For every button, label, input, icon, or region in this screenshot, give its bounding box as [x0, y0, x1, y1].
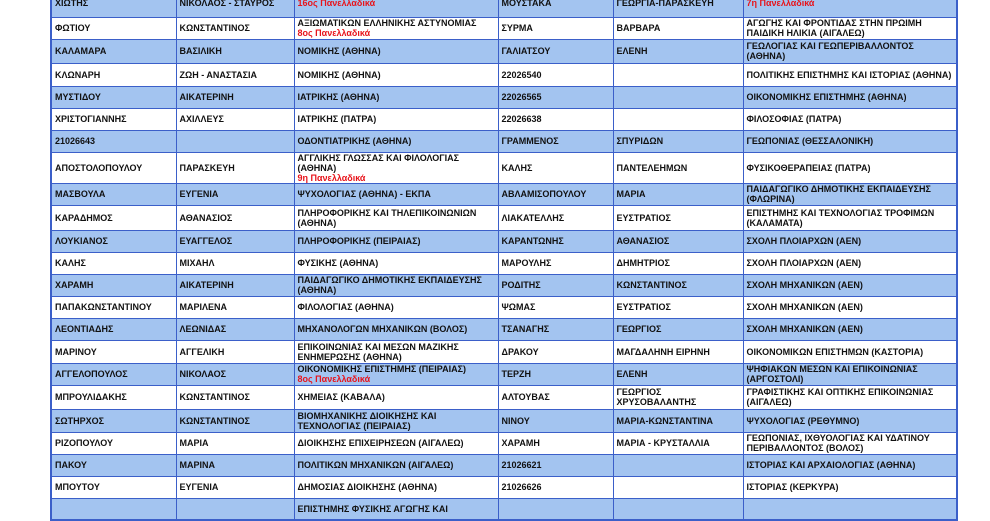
table-row — [51, 432, 957, 454]
right-surname-cell — [498, 230, 613, 252]
right-surname-cell — [498, 17, 613, 39]
right-firstname-text: ΑΘΑΝΑΣΙΟΣ — [616, 236, 670, 246]
right-firstname-cell — [613, 230, 743, 252]
left-surname-text: ΚΑΡΑΔΗΜΟΣ — [55, 212, 113, 223]
left-firstname-text: ΝΙΚΟΛΑΟΣ - ΣΤΑΥΡΟΣ — [179, 0, 275, 9]
right-department-cell — [743, 498, 957, 520]
right-surname-cell — [498, 183, 613, 205]
left-surname-text: ΧΑΡΑΜΗ — [55, 280, 94, 290]
right-firstname-cell — [613, 183, 743, 205]
left-firstname-cell — [176, 363, 294, 385]
table-row — [51, 296, 957, 318]
right-surname-cell — [498, 63, 613, 86]
right-surname-cell — [498, 39, 613, 63]
left-department-text: ΝΟΜΙΚΗΣ (ΑΘΗΝΑ) — [297, 69, 381, 80]
right-department-text: ΣΧΟΛΗ ΠΛΟΙΑΡΧΩΝ (ΑΕΝ) — [746, 258, 862, 268]
left-surname-text: ΚΛΩΝΑΡΗ — [55, 69, 101, 80]
left-firstname-text: ΕΥΓΕΝΙΑ — [179, 482, 219, 492]
left-firstname-text: ΑΙΚΑΤΕΡΙΝΗ — [179, 280, 234, 290]
right-department-text: ΓΡΑΦΙΣΤΙΚΗΣ ΚΑΙ ΟΠΤΙΚΗΣ ΕΠΙΚΟΙΝΩΝΙΑΣ (ΑΙΓΑΛΕΩ) — [746, 387, 934, 407]
right-firstname-text: ΔΗΜΗΤΡΙΟΣ — [616, 258, 670, 268]
right-department-cell — [743, 86, 957, 108]
table-row — [51, 108, 957, 130]
right-surname-text: ΤΕΡΖΗ — [501, 369, 532, 379]
left-surname-cell — [51, 39, 176, 63]
right-department-text: ΦΙΛΟΣΟΦΙΑΣ (ΠΑΤΡΑ) — [746, 114, 842, 124]
right-firstname-cell — [613, 432, 743, 454]
left-firstname-text: ΠΑΡΑΣΚΕΥΗ — [179, 162, 235, 173]
right-department-text: ΑΓΩΓΗΣ ΚΑΙ ΦΡΟΝΤΙΔΑΣ ΣΤΗΝ ΠΡΩΙΜΗ ΠΑΙΔΙΚΗ ΗΛΙΚΙΑ (ΑΙΓΑΛΕΩ) — [746, 18, 922, 38]
left-department-text: ΜΗΧΑΝΟΛΟΓΩΝ ΜΗΧΑΝΙΚΩΝ (ΒΟΛΟΣ) — [297, 324, 468, 334]
left-department-cell — [294, 17, 498, 39]
left-surname-cell — [51, 86, 176, 108]
left-surname-cell — [51, 0, 176, 17]
right-firstname-text: ΚΩΝΣΤΑΝΤΙΝΟΣ — [616, 280, 687, 290]
left-surname-cell — [51, 130, 176, 152]
left-firstname-text: ΑΓΓΕΛΙΚΗ — [179, 346, 225, 357]
left-firstname-cell — [176, 274, 294, 296]
right-firstname-cell — [613, 274, 743, 296]
right-surname-cell — [498, 363, 613, 385]
left-surname-text: ΠΑΚΟΥ — [55, 460, 87, 470]
left-department-text: ΠΟΛΙΤΙΚΩΝ ΜΗΧΑΝΙΚΩΝ (ΑΙΓΑΛΕΩ) — [297, 460, 454, 470]
right-firstname-text: ΕΛΕΝΗ — [616, 46, 648, 56]
right-department-text: ΓΕΩΠΟΝΙΑΣ, ΙΧΘΥΟΛΟΓΙΑΣ ΚΑΙ ΥΔΑΤΙΝΟΥ ΠΕΡΙΒΑΛΛΟΝΤΟΣ (ΒΟΛΟΣ) — [746, 433, 930, 453]
left-surname-cell — [51, 363, 176, 385]
right-surname-cell — [498, 296, 613, 318]
right-firstname-cell — [613, 409, 743, 432]
left-department-cell — [294, 385, 498, 409]
right-department-cell — [743, 205, 957, 230]
left-firstname-cell — [176, 0, 294, 17]
right-surname-cell — [498, 454, 613, 476]
right-rank-note: 7η Πανελλαδικά — [746, 0, 815, 9]
right-surname-cell — [498, 274, 613, 296]
results-rows — [51, 0, 957, 520]
left-surname-text: ΛΟΥΚΙΑΝΟΣ — [55, 236, 108, 246]
right-surname-text: ΓΑΛΙΑΤΣΟΥ — [501, 46, 551, 56]
right-surname-cell — [498, 318, 613, 340]
right-surname-cell — [498, 385, 613, 409]
left-firstname-cell — [176, 318, 294, 340]
table-row — [51, 340, 957, 363]
left-firstname-cell — [176, 296, 294, 318]
left-department-text: ΝΟΜΙΚΗΣ (ΑΘΗΝΑ) — [297, 46, 381, 56]
right-department-cell — [743, 39, 957, 63]
table-row — [51, 86, 957, 108]
table-row — [51, 252, 957, 274]
left-surname-text: ΧΡΙΣΤΟΓΙΑΝΝΗΣ — [55, 114, 127, 124]
left-surname-cell — [51, 432, 176, 454]
right-department-cell — [743, 152, 957, 183]
right-firstname-text: ΣΠΥΡΙΔΩΝ — [616, 136, 664, 146]
left-surname-cell — [51, 17, 176, 39]
right-firstname-cell — [613, 476, 743, 498]
table-row — [51, 130, 957, 152]
right-firstname-text: ΜΑΡΙΑ-ΚΩΝΣΤΑΝΤΙΝΑ — [616, 415, 713, 426]
right-department-text: ΠΑΙΔΑΓΩΓΙΚΟ ΔΗΜΟΤΙΚΗΣ ΕΚΠΑΙΔΕΥΣΗΣ (ΦΛΩΡΙΝΑ) — [746, 184, 931, 204]
right-firstname-text: ΠΑΝΤΕΛΕΗΜΩΝ — [616, 162, 688, 173]
left-department-text: ΕΠΙΚΟΙΝΩΝΙΑΣ ΚΑΙ ΜΕΣΩΝ ΜΑΖΙΚΗΣ ΕΝΗΜΕΡΩΣΗΣ (ΑΘΗΝΑ) — [297, 341, 459, 362]
left-firstname-cell — [176, 183, 294, 205]
right-firstname-text: ΓΕΩΡΓΙΟΣ — [616, 324, 662, 334]
left-surname-text: ΜΠΡΟΥΛΙΔΑΚΗΣ — [55, 392, 127, 402]
left-firstname-cell — [176, 498, 294, 520]
right-surname-text: ΜΑΡΟΥΛΗΣ — [501, 258, 552, 268]
right-firstname-cell — [613, 39, 743, 63]
left-firstname-cell — [176, 252, 294, 274]
right-department-text: ΨΗΦΙΑΚΩΝ ΜΕΣΩΝ ΚΑΙ ΕΠΙΚΟΙΝΩΝΙΑΣ (ΑΡΓΟΣΤΟΛΙ) — [746, 364, 918, 384]
right-firstname-cell — [613, 385, 743, 409]
right-surname-text: 22026565 — [501, 92, 542, 102]
right-firstname-cell — [613, 340, 743, 363]
right-firstname-cell — [613, 0, 743, 17]
right-surname-cell — [498, 108, 613, 130]
left-department-text: ΙΑΤΡΙΚΗΣ (ΠΑΤΡΑ) — [297, 114, 377, 124]
right-surname-text: ΨΩΜΑΣ — [501, 302, 536, 312]
right-surname-cell — [498, 252, 613, 274]
left-firstname-text: ΚΩΝΣΤΑΝΤΙΝΟΣ — [179, 392, 250, 402]
left-department-text: ΧΗΜΕΙΑΣ (ΚΑΒΑΛΑ) — [297, 392, 385, 402]
left-rank-note: 8ος Πανελλαδικά — [297, 374, 371, 384]
right-firstname-cell — [613, 205, 743, 230]
left-firstname-text: ΑΙΚΑΤΕΡΙΝΗ — [179, 92, 234, 102]
right-firstname-text: ΕΛΕΝΗ — [616, 369, 648, 379]
left-department-text: ΔΗΜΟΣΙΑΣ ΔΙΟΙΚΗΣΗΣ (ΑΘΗΝΑ) — [297, 482, 437, 492]
left-department-cell — [294, 63, 498, 86]
table-row — [51, 363, 957, 385]
table-row — [51, 0, 957, 17]
left-department-text: ΙΑΤΡΙΚΗΣ (ΑΘΗΝΑ) — [297, 92, 380, 102]
left-rank-note: 9η Πανελλαδικά — [297, 172, 366, 183]
right-firstname-text: ΕΥΣΤΡΑΤΙΟΣ — [616, 302, 671, 312]
left-department-text: ΦΙΛΟΛΟΓΙΑΣ (ΑΘΗΝΑ) — [297, 302, 394, 312]
left-surname-text: ΚΑΛΑΜΑΡΑ — [55, 46, 107, 56]
right-department-cell — [743, 409, 957, 432]
right-surname-text: ΚΑΡΑΝΤΩΝΗΣ — [501, 236, 564, 246]
right-department-text: ΣΧΟΛΗ ΜΗΧΑΝΙΚΩΝ (ΑΕΝ) — [746, 324, 863, 334]
left-firstname-cell — [176, 39, 294, 63]
right-firstname-cell — [613, 296, 743, 318]
left-department-cell — [294, 183, 498, 205]
left-surname-cell — [51, 296, 176, 318]
left-department-cell — [294, 86, 498, 108]
left-department-cell — [294, 498, 498, 520]
right-firstname-cell — [613, 318, 743, 340]
left-department-cell — [294, 454, 498, 476]
left-surname-cell — [51, 318, 176, 340]
left-surname-cell — [51, 340, 176, 363]
left-department-cell — [294, 230, 498, 252]
left-firstname-cell — [176, 130, 294, 152]
table-row — [51, 318, 957, 340]
right-department-cell — [743, 130, 957, 152]
right-department-cell — [743, 63, 957, 86]
right-department-text: ΠΟΛΙΤΙΚΗΣ ΕΠΙΣΤΗΜΗΣ ΚΑΙ ΙΣΤΟΡΙΑΣ (ΑΘΗΝΑ) — [746, 69, 952, 80]
left-department-text: ΕΠΙΣΤΗΜΗΣ ΦΥΣΙΚΗΣ ΑΓΩΓΗΣ ΚΑΙ — [297, 503, 448, 514]
left-surname-text: ΜΑΣΒΟΥΛΑ — [55, 189, 106, 199]
right-surname-cell — [498, 152, 613, 183]
left-rank-note: 16ος Πανελλαδικά — [297, 0, 376, 9]
right-department-cell — [743, 385, 957, 409]
left-surname-text: ΦΩΤΙΟΥ — [55, 23, 91, 33]
left-surname-text: ΜΥΣΤΙΔΟΥ — [55, 92, 101, 102]
right-surname-text: 22026540 — [501, 69, 542, 80]
left-firstname-text: ΕΥΑΓΓΕΛΟΣ — [179, 236, 233, 246]
left-firstname-text: ΒΑΣΙΛΙΚΗ — [179, 46, 222, 56]
right-firstname-text: ΜΑΡΙΑ - ΚΡΥΣΤΑΛΛΙΑ — [616, 438, 710, 448]
left-firstname-cell — [176, 86, 294, 108]
left-department-text: ΟΔΟΝΤΙΑΤΡΙΚΗΣ (ΑΘΗΝΑ) — [297, 136, 412, 146]
left-firstname-cell — [176, 432, 294, 454]
left-department-text: ΔΙΟΙΚΗΣΗΣ ΕΠΙΧΕΙΡΗΣΕΩΝ (ΑΙΓΑΛΕΩ) — [297, 438, 464, 448]
left-surname-cell — [51, 252, 176, 274]
left-firstname-cell — [176, 230, 294, 252]
left-department-cell — [294, 130, 498, 152]
left-surname-text: ΑΓΓΕΛΟΠΟΥΛΟΣ — [55, 369, 128, 379]
left-firstname-text: ΑΧΙΛΛΕΥΣ — [179, 114, 224, 124]
right-department-cell — [743, 17, 957, 39]
right-surname-text: 22026638 — [501, 114, 542, 124]
left-department-cell — [294, 340, 498, 363]
right-department-cell — [743, 274, 957, 296]
right-surname-cell — [498, 205, 613, 230]
left-department-cell — [294, 409, 498, 432]
right-firstname-cell — [613, 130, 743, 152]
right-department-cell — [743, 318, 957, 340]
table-row — [51, 476, 957, 498]
right-department-cell — [743, 340, 957, 363]
left-firstname-text: ΜΑΡΙΛΕΝΑ — [179, 302, 228, 312]
left-surname-cell — [51, 152, 176, 183]
right-surname-cell — [498, 86, 613, 108]
left-surname-text: ΑΠΟΣΤΟΛΟΠΟΥΛΟΥ — [55, 162, 143, 173]
left-rank-note: 8ος Πανελλαδικά — [297, 28, 371, 38]
right-surname-text: 21026621 — [501, 460, 542, 470]
table-row — [51, 152, 957, 183]
left-department-cell — [294, 108, 498, 130]
table-row — [51, 274, 957, 296]
right-department-cell — [743, 454, 957, 476]
right-surname-cell — [498, 340, 613, 363]
table-row — [51, 385, 957, 409]
right-department-cell — [743, 108, 957, 130]
right-department-text: ΨΥΧΟΛΟΓΙΑΣ (ΡΕΘΥΜΝΟ) — [746, 415, 860, 426]
right-firstname-cell — [613, 108, 743, 130]
left-surname-text: ΧΙΩΤΗΣ — [55, 0, 89, 9]
right-firstname-cell — [613, 152, 743, 183]
right-firstname-cell — [613, 363, 743, 385]
left-department-cell — [294, 318, 498, 340]
left-firstname-cell — [176, 17, 294, 39]
right-firstname-text: ΜΑΓΔΑΛΗΝΗ ΕΙΡΗΝΗ — [616, 346, 710, 357]
left-department-text: ΠΑΙΔΑΓΩΓΙΚΟ ΔΗΜΟΤΙΚΗΣ ΕΚΠΑΙΔΕΥΣΗΣ (ΑΘΗΝΑ) — [297, 275, 482, 295]
right-department-cell — [743, 432, 957, 454]
left-firstname-cell — [176, 409, 294, 432]
left-department-text: ΟΙΚΟΝΟΜΙΚΗΣ ΕΠΙΣΤΗΜΗΣ (ΠΕΙΡΑΙΑΣ) — [297, 364, 467, 374]
left-surname-cell — [51, 183, 176, 205]
admissions-results-table — [50, 0, 958, 521]
left-surname-text: ΜΠΟΥΤΟΥ — [55, 482, 100, 492]
left-firstname-text: ΜΑΡΙΝΑ — [179, 460, 215, 470]
left-firstname-text: ΛΕΩΝΙΔΑΣ — [179, 324, 227, 334]
right-department-cell — [743, 230, 957, 252]
left-surname-text: 21026643 — [55, 136, 96, 146]
right-surname-text: ΔΡΑΚΟΥ — [501, 346, 539, 357]
left-department-cell — [294, 0, 498, 17]
left-surname-text: ΚΑΛΗΣ — [55, 258, 86, 268]
right-department-cell — [743, 476, 957, 498]
table-row — [51, 17, 957, 39]
left-surname-text: ΜΑΡΙΝΟΥ — [55, 346, 97, 357]
left-department-text: ΒΙΟΜΗΧΑΝΙΚΗΣ ΔΙΟΙΚΗΣΗΣ ΚΑΙ ΤΕΧΝΟΛΟΓΙΑΣ (ΠΕΙΡΑΙΑΣ) — [297, 410, 437, 431]
table-row — [51, 230, 957, 252]
left-surname-text: ΠΑΠΑΚΩΝΣΤΑΝΤΙΝΟΥ — [55, 302, 152, 312]
right-department-text: ΙΣΤΟΡΙΑΣ (ΚΕΡΚΥΡΑ) — [746, 482, 839, 492]
table-row — [51, 454, 957, 476]
left-department-cell — [294, 476, 498, 498]
table-row — [51, 498, 957, 520]
right-surname-text: ΣΥΡΜΑ — [501, 23, 533, 33]
right-department-text: ΦΥΣΙΚΟΘΕΡΑΠΕΙΑΣ (ΠΑΤΡΑ) — [746, 162, 871, 173]
right-surname-text: ΜΟΥΣΤΑΚΑ — [501, 0, 552, 9]
left-firstname-cell — [176, 340, 294, 363]
right-surname-text: ΤΣΑΝΑΓΗΣ — [501, 324, 550, 334]
table-row — [51, 205, 957, 230]
left-department-cell — [294, 274, 498, 296]
left-department-text: ΨΥΧΟΛΟΓΙΑΣ (ΑΘΗΝΑ) - ΕΚΠΑ — [297, 189, 431, 199]
left-department-text: ΦΥΣΙΚΗΣ (ΑΘΗΝΑ) — [297, 258, 379, 268]
right-firstname-cell — [613, 17, 743, 39]
left-department-cell — [294, 432, 498, 454]
right-firstname-text: ΜΑΡΙΑ — [616, 189, 646, 199]
right-surname-text: ΓΡΑΜΜΕΝΟΣ — [501, 136, 559, 146]
right-surname-text: ΡΟΔΙΤΗΣ — [501, 280, 541, 290]
right-firstname-cell — [613, 498, 743, 520]
left-surname-cell — [51, 409, 176, 432]
right-department-text: ΣΧΟΛΗ ΠΛΟΙΑΡΧΩΝ (ΑΕΝ) — [746, 236, 862, 246]
left-surname-text: ΣΩΤΗΡΧΟΣ — [55, 415, 105, 426]
left-department-text: ΠΛΗΡΟΦΟΡΙΚΗΣ ΚΑΙ ΤΗΛΕΠΙΚΟΙΝΩΝΙΩΝ (ΑΘΗΝΑ) — [297, 207, 477, 228]
left-surname-cell — [51, 63, 176, 86]
right-firstname-cell — [613, 63, 743, 86]
right-surname-text: ΛΙΑΚΑΤΕΛΛΗΣ — [501, 212, 565, 223]
table-row — [51, 183, 957, 205]
left-surname-cell — [51, 385, 176, 409]
left-department-text: ΑΓΓΛΙΚΗΣ ΓΛΩΣΣΑΣ ΚΑΙ ΦΙΛΟΛΟΓΙΑΣ (ΑΘΗΝΑ) — [297, 152, 460, 173]
left-firstname-cell — [176, 108, 294, 130]
left-firstname-cell — [176, 454, 294, 476]
right-department-text: ΙΣΤΟΡΙΑΣ ΚΑΙ ΑΡΧΑΙΟΛΟΓΙΑΣ (ΑΘΗΝΑ) — [746, 460, 916, 470]
left-surname-cell — [51, 498, 176, 520]
right-surname-text: ΑΒΛΑΜΙΣΟΠΟΥΛΟΥ — [501, 189, 587, 199]
left-firstname-text: ΚΩΝΣΤΑΝΤΙΝΟΣ — [179, 415, 250, 426]
right-department-cell — [743, 0, 957, 17]
right-surname-cell — [498, 476, 613, 498]
right-firstname-cell — [613, 86, 743, 108]
left-surname-cell — [51, 230, 176, 252]
right-surname-cell — [498, 0, 613, 17]
left-surname-cell — [51, 476, 176, 498]
right-department-text: ΣΧΟΛΗ ΜΗΧΑΝΙΚΩΝ (ΑΕΝ) — [746, 302, 863, 312]
left-surname-cell — [51, 108, 176, 130]
right-department-text: ΓΕΩΛΟΓΙΑΣ ΚΑΙ ΓΕΩΠΕΡΙΒΑΛΛΟΝΤΟΣ (ΑΘΗΝΑ) — [746, 41, 914, 61]
left-department-cell — [294, 252, 498, 274]
left-department-cell — [294, 296, 498, 318]
left-firstname-cell — [176, 205, 294, 230]
left-firstname-text: ΑΘΑΝΑΣΙΟΣ — [179, 212, 233, 223]
left-firstname-cell — [176, 152, 294, 183]
table-row — [51, 39, 957, 63]
right-department-cell — [743, 183, 957, 205]
right-firstname-text: ΓΕΩΡΓΙΑ-ΠΑΡΑΣΚΕΥΗ — [616, 0, 714, 9]
right-firstname-cell — [613, 252, 743, 274]
right-surname-text: ΧΑΡΑΜΗ — [501, 438, 540, 448]
left-surname-cell — [51, 274, 176, 296]
right-surname-cell — [498, 130, 613, 152]
left-firstname-text: ΜΑΡΙΑ — [179, 438, 209, 448]
table-row — [51, 409, 957, 432]
left-firstname-text: ΝΙΚΟΛΑΟΣ — [179, 369, 227, 379]
right-firstname-text: ΓΕΩΡΓΙΟΣ ΧΡΥΣΟΒΑΛΑΝΤΗΣ — [616, 387, 697, 407]
right-department-text: ΕΠΙΣΤΗΜΗΣ ΚΑΙ ΤΕΧΝΟΛΟΓΙΑΣ ΤΡΟΦΙΜΩΝ (ΚΑΛΑΜΑΤΑ) — [746, 207, 935, 228]
left-department-cell — [294, 39, 498, 63]
right-firstname-text: ΒΑΡΒΑΡΑ — [616, 23, 661, 33]
left-firstname-text: ΚΩΝΣΤΑΝΤΙΝΟΣ — [179, 23, 250, 33]
right-firstname-text: ΕΥΣΤΡΑΤΙΟΣ — [616, 212, 671, 223]
left-surname-cell — [51, 205, 176, 230]
right-department-text: ΣΧΟΛΗ ΜΗΧΑΝΙΚΩΝ (ΑΕΝ) — [746, 280, 863, 290]
left-department-text: ΑΞΙΩΜΑΤΙΚΩΝ ΕΛΛΗΝΙΚΗΣ ΑΣΤΥΝΟΜΙΑΣ — [297, 18, 477, 28]
left-surname-text: ΡΙΖΟΠΟΥΛΟΥ — [55, 438, 113, 448]
right-department-cell — [743, 363, 957, 385]
left-firstname-cell — [176, 476, 294, 498]
right-surname-cell — [498, 409, 613, 432]
right-department-cell — [743, 296, 957, 318]
right-surname-text: 21026626 — [501, 482, 542, 492]
right-surname-text: ΚΑΛΗΣ — [501, 162, 533, 173]
right-surname-text: ΑΛΤΟΥΒΑΣ — [501, 392, 550, 402]
right-surname-cell — [498, 498, 613, 520]
right-department-text: ΓΕΩΠΟΝΙΑΣ (ΘΕΣΣΑΛΟΝΙΚΗ) — [746, 136, 874, 146]
right-surname-text: ΝΙΝΟΥ — [501, 415, 530, 426]
left-firstname-cell — [176, 385, 294, 409]
left-department-cell — [294, 152, 498, 183]
right-surname-cell — [498, 432, 613, 454]
left-firstname-cell — [176, 63, 294, 86]
right-firstname-cell — [613, 454, 743, 476]
left-firstname-text: ΜΙΧΑΗΛ — [179, 258, 215, 268]
left-department-text: ΠΛΗΡΟΦΟΡΙΚΗΣ (ΠΕΙΡΑΙΑΣ) — [297, 236, 421, 246]
left-department-cell — [294, 205, 498, 230]
left-surname-text: ΛΕΟΝΤΙΑΔΗΣ — [55, 324, 114, 334]
right-department-cell — [743, 252, 957, 274]
left-surname-cell — [51, 454, 176, 476]
right-department-text: ΟΙΚΟΝΟΜΙΚΗΣ ΕΠΙΣΤΗΜΗΣ (ΑΘΗΝΑ) — [746, 92, 907, 102]
table-row — [51, 63, 957, 86]
right-department-text: ΟΙΚΟΝΟΜΙΚΩΝ ΕΠΙΣΤΗΜΩΝ (ΚΑΣΤΟΡΙΑ) — [746, 346, 924, 357]
left-department-cell — [294, 363, 498, 385]
left-firstname-text: ΕΥΓΕΝΙΑ — [179, 189, 219, 199]
left-firstname-text: ΖΩΗ - ΑΝΑΣΤΑΣΙΑ — [179, 69, 258, 80]
